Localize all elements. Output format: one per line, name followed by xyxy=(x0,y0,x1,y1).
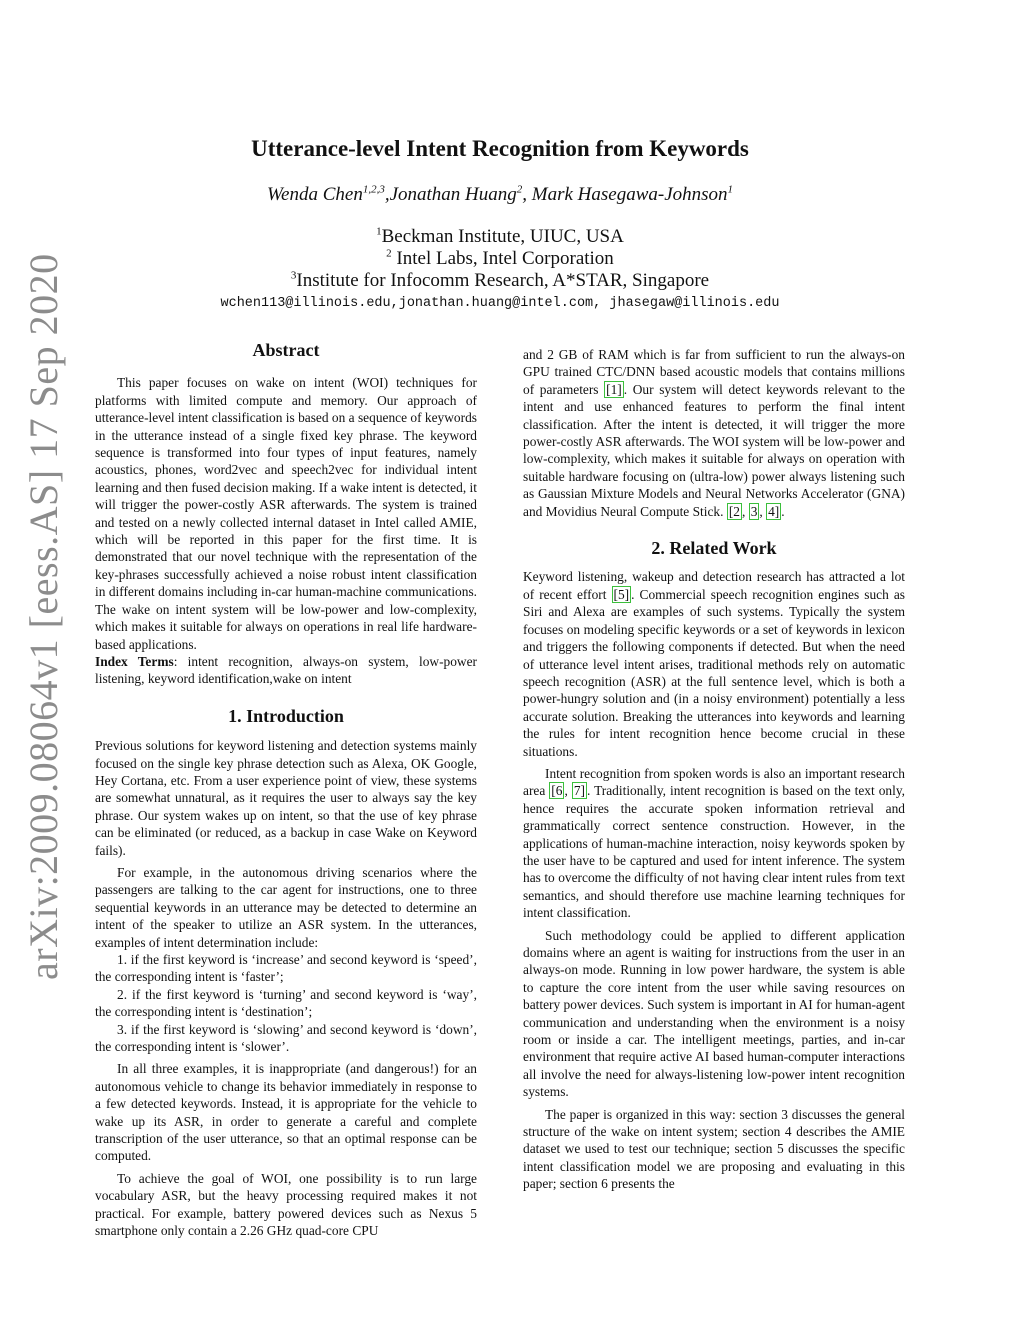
paragraph: The paper is organized in this way: section 3 discusses the general structure of the wake on intent system; section 4 describes the AMIE dataset we used to test our technique; section 5 discusses the specific intent classification model we are proposing and evaluating in this paper; section 6 presents the xyxy=(523,1106,905,1192)
author-affil-sup: 1,2,3 xyxy=(362,183,385,196)
paragraph: Keyword listening, wakeup and detection research has attracted a lot of recent effort [5] . Commercial speech recognition engines such as Siri and Alexa are examples of such systems. Typically the system focuses on modeling specific keywords or a set of keywords in lexicon and triggers the following components if detected. But when the need of utterance level intent arises, traditional methods rely on automatic speech recognition (ASR) at the full sentence level, which is both a power-hungry solution and (in a noisy environment) potentially a less accurate solution. Breaking the utterances into keywords and learning the rules for intent recognition hence become crucial in these situations. xyxy=(523,569,905,759)
citation-link[interactable]: [1] xyxy=(606,381,622,397)
paragraph: Previous solutions for keyword listening and detection systems mainly focused on the single key phrase detection such as Alexa, OK Google, Hey Cortana, etc. From a user experience point of view, these systems are somewhat unnatural, as it requires the user to always say the key phrase. Our system wakes up on intent, so that the use of key phrase can be eliminated (or reduced, as a backup in case Wake on Keyword fails). xyxy=(95,738,477,858)
affiliation: $^1$Beckman Institute, UIUC, USA xyxy=(376,225,624,247)
paragraph: Such methodology could be applied to different application domains where an agent is waiting for instructions from the user in an always-on mode. Running in low power hardware, the system is able to capture the core intent from the user while saving resources on battery power devices. Such system is important in AI for human-agent communication and understanding when the environment is a noisy room or inside a car. The intelligent meetings, parties, and in-car environment that require active AI based human-computer interactions all involve the need for always-listening low-power intent recognition systems. xyxy=(523,927,905,1100)
intro-heading: 1. Introduction xyxy=(228,705,344,726)
citation-link[interactable]: [6 xyxy=(551,783,563,799)
paragraph: In all three examples, it is inappropriate (and dangerous!) for an autonomous vehicle to change its behavior immediately in response to a few detected keywords. Instead, it is appropriate for the vehicle to wake up its ASR, in order to generate a careful and complete transcription of the user utterance, so that an optimal response can be computed. xyxy=(95,1061,477,1164)
related-work-heading: 2. Related Work xyxy=(651,538,777,559)
author-name: Wenda Chen xyxy=(266,184,363,205)
author-list: Wenda Chen$^{1,2,3}$,Jonathan Huang$^2$, Mark Hasegawa-Johnson$^1$ xyxy=(266,183,734,205)
citation-link[interactable]: [5] xyxy=(613,586,630,602)
paragraph: and 2 GB of RAM which is far from sufficient to run the always-on GPU trained CTC/DNN based acoustic models that contains millions of parameters [1] . Our system will detect keywords relevant to the intent and use enhanced features to perform the final intent classification. After the intent is detected, it will trigger the more power-costly ASR afterwards. The WOI system will be low-power and low-complexity, which makes it suitable for always on operation with suitable hardware focusing on (ultra-low) power always listening such as Gaussian Mixture Models and Neural Networks Accelerator (GNA) and Movidius Neural Compute Stick. [2 , 3 , 4] . xyxy=(523,347,905,519)
citation-link[interactable]: 4] xyxy=(768,503,780,519)
arxiv-stamp: arXiv:2009.08064v1 [eess.AS] 17 Sep 2020 xyxy=(21,253,66,980)
citation-link[interactable]: 7] xyxy=(573,783,585,799)
author-name: Mark Hasegawa-Johnson xyxy=(531,184,728,205)
citation-link[interactable]: [2 xyxy=(728,503,740,519)
index-terms-label: Index Terms xyxy=(95,653,174,669)
right-column xyxy=(523,346,905,1193)
citation-link[interactable]: 3 xyxy=(750,503,758,519)
paragraph: For example, in the autonomous driving scenarios where the passengers are talking to the car agent for instructions, one to three sequential keywords in an utterance may be detected to determine an intent of the speaker to utilize an ASR system. In the utterances, examples of intent determination include: xyxy=(95,864,477,950)
index-terms: Index Terms: intent recognition, always-on system, low-power listening, keyword identification,wake on intent xyxy=(95,653,478,687)
abstract-heading: Abstract xyxy=(252,340,320,360)
author-affil-sup: 2 xyxy=(516,183,523,196)
list-item: 1. if the first keyword is ‘increase’ and second keyword is ‘speed’, the corresponding intent is ‘faster’; xyxy=(95,952,477,985)
paper-title: Utterance-level Intent Recognition from Keywords xyxy=(251,136,749,161)
author-name: Jonathan Huang xyxy=(389,184,517,205)
author-emails: wchen113@illinois.edu,jonathan.huang@intel.com, jhasegaw@illinois.edu xyxy=(220,296,780,311)
affiliation: $^2$ Intel Labs, Intel Corporation xyxy=(386,247,614,269)
list-item: 3. if the first keyword is ‘slowing’ and second keyword is ‘down’, the corresponding intent is ‘slower’. xyxy=(95,1021,477,1055)
paragraph: Intent recognition from spoken words is also an important research area [6 , 7] . Traditionally, intent recognition is based on the text only, hence requires the accurate spoken information retrieval and grammatically correct sentence construction. However, in the applications of human-machine interaction, noisy keywords spoken by the user have to be captured and used for intent inference. The system has to overcome the difficulty of not having clear intent rules from text semantics, and should therefore use machine learning techniques for intent classification. xyxy=(523,765,905,921)
list-item: 2. if the first keyword is ‘turning’ and second keyword is ‘way’, the corresponding intent is ‘destination’; xyxy=(95,986,477,1020)
abstract-text: This paper focuses on wake on intent (WOI) techniques for platforms with limited compute and memory. Our approach of utterance-level intent classification is based on a sequence of keywords in the utterance instead of a single fixed key phrase. The keyword sequence is transformed into four types of input features, namely acoustics, phones, word2vec and speech2vec for individual intent learning and then fused decision making. If a wake intent is detected, it will trigger the power-costly ASR afterwards. The system is trained and tested on a newly collected internal dataset in Intel called AMIE, which will be reported in this paper for the first time. It is demonstrated that our novel technique with the representation of the key-phrases successfully achieved a noise robust intent classification in different domains including in-car human-machine communications. The wake on intent system will be low-power and low-complexity, which makes it suitable for always on operations in real life hardware-based applications. xyxy=(95,375,477,652)
affiliation: $^3$Institute for Infocomm Research, A*STAR, Singapore xyxy=(290,269,710,291)
left-column xyxy=(95,342,477,1240)
paragraph: To achieve the goal of WOI, one possibility is to run large vocabulary ASR, but the heavy processing required makes it not practical. For example, battery powered devices such as Nexus 5 smartphone only contain a 2.26 GHz quad-core CPU xyxy=(95,1170,477,1239)
author-affil-sup: 1 xyxy=(727,183,734,196)
